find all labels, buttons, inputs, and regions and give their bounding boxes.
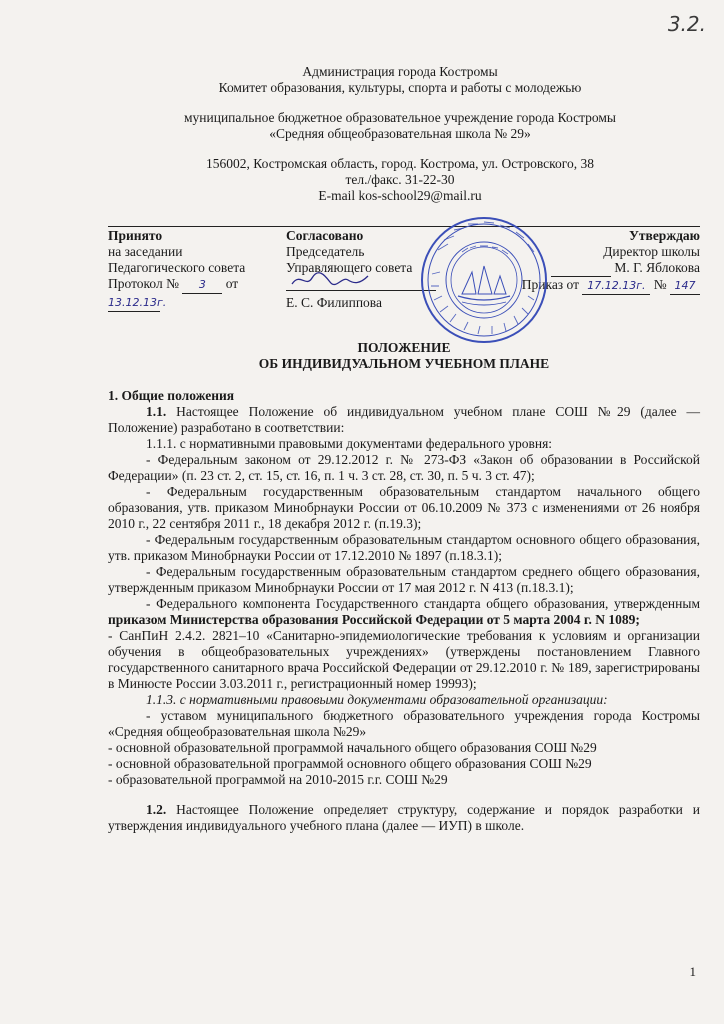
order-number: 147 [670,278,700,295]
protocol-number: 3 [182,277,222,294]
paragraph-1-2 [108,802,700,834]
sanpin-item: - СанПиН 2.4.2. 2821–10 «Санитарно-эпидемиологические требования к условиям и организации обучения в общеобразовательных учреждениях» (утверждены постановлением Главного государственного санитарного врача Российской Федерации от 29.12.2010 г. № 189, зарегистрированы в Минюсте России 3.03.2011 г., регистрационный номер 19993); [108,628,700,691]
school-seal-icon [418,214,550,346]
protocol-date: 13.12.13г. [108,295,160,312]
document-body [108,388,700,834]
agreed-heading: Согласовано [286,228,364,243]
order-date: 17.12.13г. [582,278,650,295]
chair-signature-line [286,276,436,291]
basic-program-item: - основной образовательной программой основного общего образования СОШ №29 [108,756,592,771]
paragraph-1-2-text: Настоящее Положение определяет структуру, содержание и порядок разработки и утверждения индивидуального учебного плана (далее — ИУП) в школе. [108,802,700,833]
agreed-line1: Председатель [286,244,365,259]
section-heading: 1. Общие положения [108,388,235,403]
document-title [108,340,700,372]
paragraph-1-1-3: 1.1.3. с нормативными правовыми документами образовательной организации: [146,692,608,707]
federal-component-item [108,596,700,628]
letterhead [100,64,700,204]
accepted-line2: Педагогического совета [108,260,246,275]
header-administration: Администрация города Костромы [302,64,498,79]
paragraph-1-1 [108,404,700,436]
protocol-from-label: от [225,276,239,291]
paragraph-1-2-number: 1.2. [146,802,167,817]
agreed-line2: Управляющего совета [286,260,413,275]
fgos-basic-item: - Федеральным государственным образовательным стандартом основного общего образования, утв. приказом Минобрнауки России от 17.12.2010 № 1897 (п.18.3.1); [108,532,700,563]
primary-program-item: - основной образовательной программой начального общего образования СОШ №29 [108,740,597,755]
chair-name: Е. С. Филиппова [286,295,382,310]
approval-block [108,228,700,328]
chair-signature-icon [290,270,370,290]
federal-law-item: - Федеральным законом от 29.12.2012 г. № 273-ФЗ «Закон об образовании в Российской Федерации» (п. 23 ст. 2, ст. 15, ст. 16, п. 1 ч. 3 ст. 28, ст. 30, п. 5 ч. 3 ст. 47); [108,452,700,483]
header-school-name: «Средняя общеобразовательная школа № 29» [269,126,531,141]
approved-heading: Утверждаю [628,228,700,243]
fgos-secondary-item: - Федеральным государственным образовательным стандартом среднего общего образования, утвержденным приказом Минобрнауки России от 17 мая 2012 г. N 413 (п.18.3.1); [108,564,700,595]
header-school-type: муниципальное бюджетное образовательное учреждение города Костромы [183,110,617,125]
header-email: E-mail kos-school29@mail.ru [318,188,482,203]
accepted-column [108,228,288,312]
title-line1: ПОЛОЖЕНИЕ [357,340,451,355]
approved-line1: Директор школы [603,244,700,259]
director-name: М. Г. Яблокова [614,260,700,275]
protocol-label: Протокол № [108,276,179,291]
accepted-heading: Принято [108,228,163,243]
title-line2: ОБ ИНДИВИДУАЛЬНОМ УЧЕБНОМ ПЛАНЕ [258,356,550,371]
order-number-label: № [653,277,667,292]
order-label: Приказ от [521,277,579,292]
page-number: 1 [689,964,696,979]
header-divider [108,226,700,227]
header-phone: тел./факс. 31-22-30 [345,172,455,187]
corner-handwritten-mark: 3.2. [667,12,706,36]
paragraph-1-1-1: 1.1.1. с нормативными правовыми документами федерального уровня: [146,436,553,451]
paragraph-1-1-text: Настоящее Положение об индивидуальном учебном плане СОШ №29 (далее — Положение) разработано в соответствии: [108,404,700,435]
header-committee: Комитет образования, культуры, спорта и работы с молодежью [218,80,582,95]
federal-component-text: - Федерального компонента Государственного стандарта общего образования, утвержденным [146,596,700,611]
header-address: 156002, Костромская область, город. Кострома, ул. Островского, 38 [206,156,594,171]
accepted-line1: на заседании [108,244,183,259]
federal-component-order: приказом Министерства образования Российской Федерации от 5 марта 2004 г. N 1089; [108,612,640,627]
paragraph-1-1-number: 1.1. [146,404,167,419]
fgos-primary-item: - Федеральным государственным образовательным стандартом начального общего образования, утв. приказом Минобрнауки России от 06.10.2009 № 373 с изменениями от 26 ноября 2010 г., 22 сентября 2011 г., 18 декабря 2012 г. (п.19.3); [108,484,700,531]
charter-item: - уставом муниципального бюджетного образовательного учреждения города Костромы «Средняя общеобразовательная школа №29» [108,708,700,739]
education-program-item: - образовательной программой на 2010-2015 г.г. СОШ №29 [108,772,448,787]
